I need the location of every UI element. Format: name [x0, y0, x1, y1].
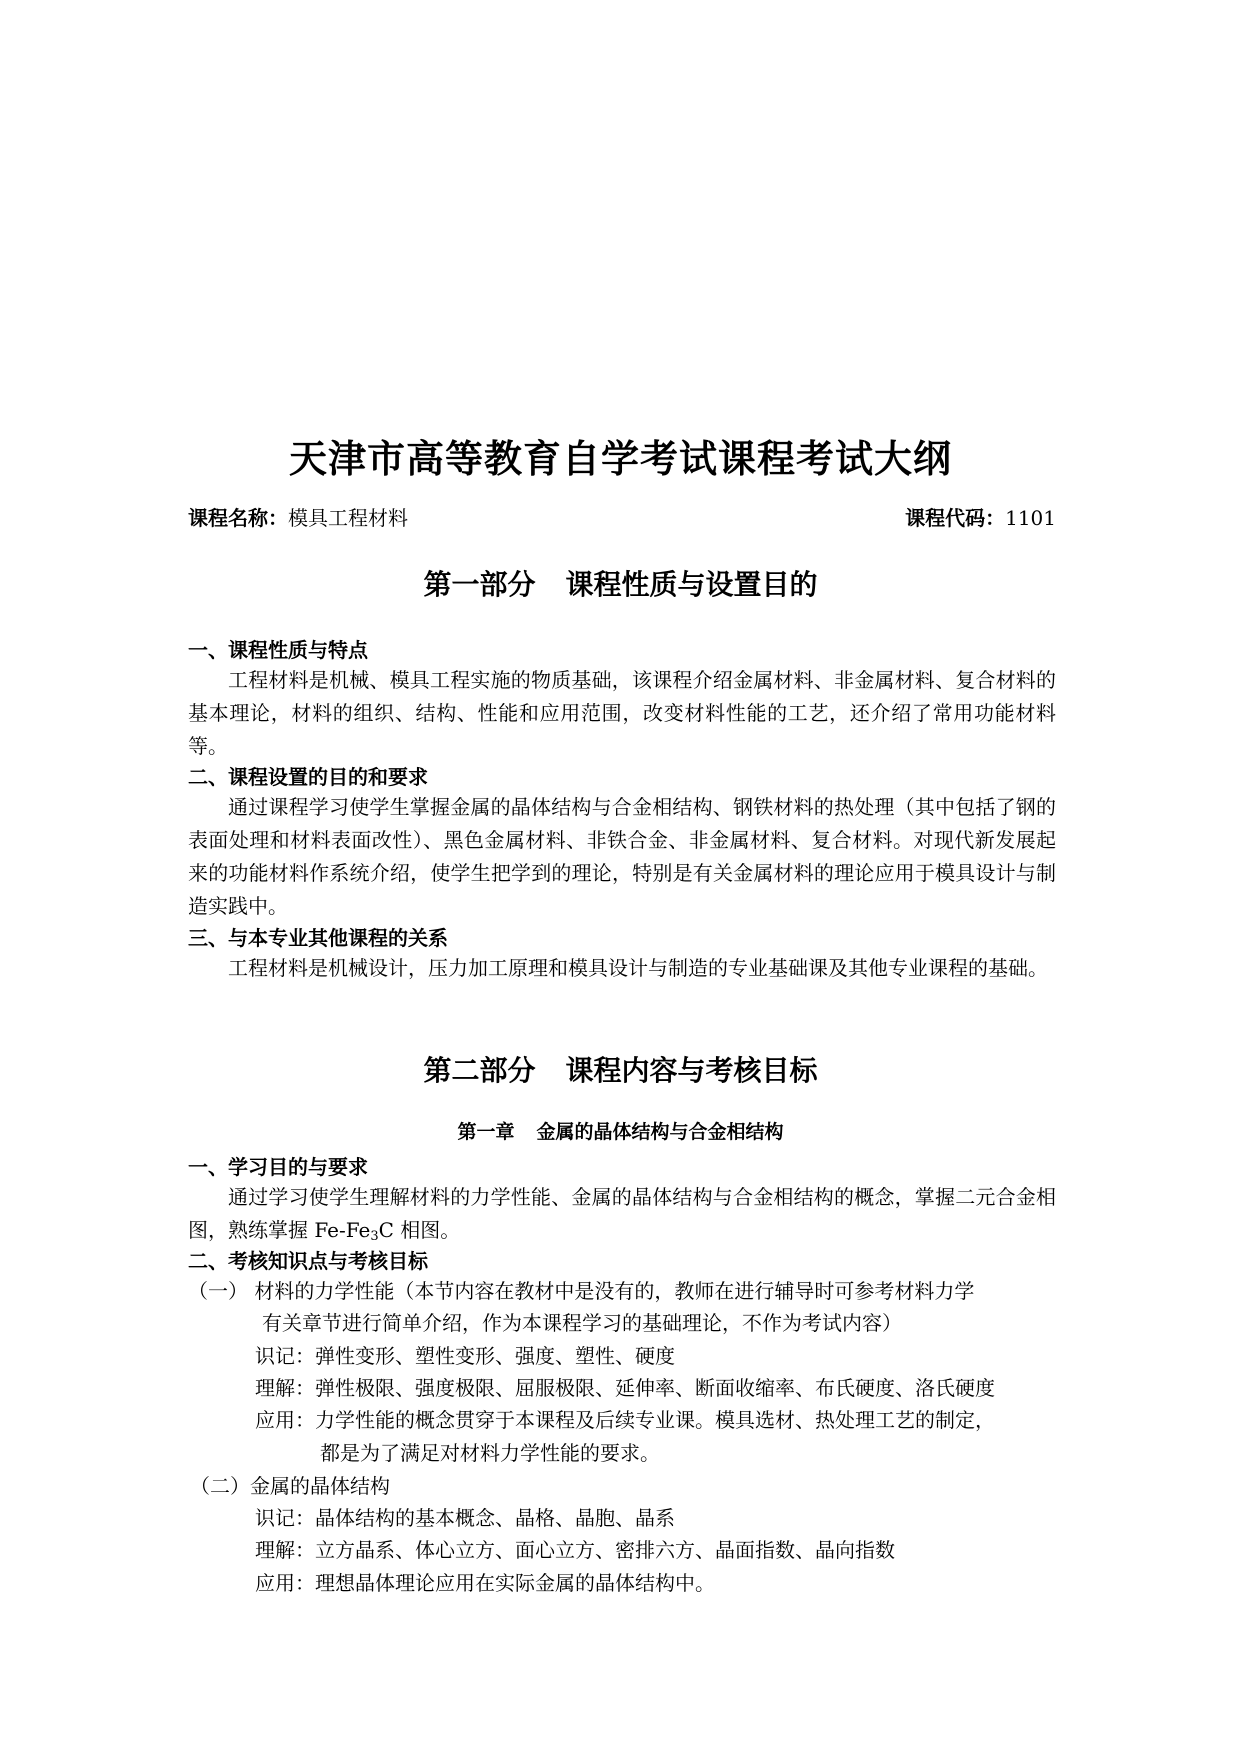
- part1-section1-heading: 一、课程性质与特点: [188, 638, 368, 662]
- part1-title: [0, 563, 1241, 603]
- chapter1-section1-text-a: 通过学习使学生理解材料的力学性能、金属的晶体结构与合金相结构的概念，掌握二元合金相图，熟练掌握 Fe-Fe: [188, 1185, 1056, 1242]
- item2-understand: 理解：立方晶系、体心立方、面心立方、密排六方、晶面指数、晶向指数: [255, 1538, 895, 1562]
- part1-section2-text: 通过课程学习使学生掌握金属的晶体结构与合金相结构、钢铁材料的热处理（其中包括了钢的表面处理和材料表面改性）、黑色金属材料、非铁合金、非金属材料、复合材料。对现代新发展起来的功能材料作系统介绍，使学生把学到的理论，特别是有关金属材料的理论应用于模具设计与制造实践中。: [188, 795, 1056, 918]
- item1-recall: 识记：弹性变形、塑性变形、强度、塑性、硬度: [255, 1344, 675, 1368]
- item1-understand: 理解：弹性极限、强度极限、屈服极限、延伸率、断面收缩率、布氏硬度、洛氏硬度: [255, 1376, 995, 1400]
- chapter1-section2-heading: 二、考核知识点与考核目标: [188, 1249, 428, 1273]
- item2-title: （二）金属的晶体结构: [190, 1474, 390, 1498]
- part2-title-text: 课程内容与考核目标: [565, 1054, 818, 1087]
- item2-apply: 应用：理想晶体理论应用在实际金属的晶体结构中。: [255, 1571, 715, 1595]
- course-name: [188, 502, 408, 531]
- item1-title-line2: 有关章节进行简单介绍，作为本课程学习的基础理论，不作为考试内容）: [262, 1311, 902, 1335]
- part2-title: [0, 1049, 1241, 1089]
- item2-recall: 识记：晶体结构的基本概念、晶格、晶胞、晶系: [255, 1506, 675, 1530]
- chapter1-section1-heading: 一、学习目的与要求: [188, 1155, 368, 1179]
- item1-title-line1: （一） 材料的力学性能（本节内容在教材中是没有的，教师在进行辅导时可参考材料力学: [188, 1279, 975, 1303]
- part1-number: 第一部分: [423, 568, 536, 601]
- course-name-label: 课程名称：: [188, 506, 288, 530]
- course-code-value: 1101: [1005, 506, 1056, 530]
- part1-section3-text: 工程材料是机械设计，压力加工原理和模具设计与制造的专业基础课及其他专业课程的基础。: [228, 956, 1048, 980]
- course-code-label: 课程代码：: [905, 506, 1006, 530]
- course-name-value: 模具工程材料: [288, 506, 408, 530]
- part1-section1-text: 工程材料是机械、模具工程实施的物质基础，该课程介绍金属材料、非金属材料、复合材料的基本理论，材料的组织、结构、性能和应用范围，改变材料性能的工艺，还介绍了常用功能材料等。: [188, 668, 1056, 758]
- part2-number: 第二部分: [423, 1054, 536, 1087]
- document-title: 天津市高等教育自学考试课程考试大纲: [288, 437, 952, 481]
- part1-section3-heading: 三、与本专业其他课程的关系: [188, 926, 448, 950]
- chapter1-section1-subscript: 3: [370, 1229, 379, 1244]
- chapter1-title: [0, 1117, 1241, 1144]
- item1-apply-line1: 应用：力学性能的概念贯穿于本课程及后续专业课。模具选材、热处理工艺的制定，: [255, 1408, 995, 1432]
- chapter1-section1-text: [188, 1181, 1056, 1253]
- part1-title-text: 课程性质与设置目的: [565, 568, 818, 601]
- part1-section2-heading: 二、课程设置的目的和要求: [188, 765, 428, 789]
- item1-apply-line2: 都是为了满足对材料力学性能的要求。: [320, 1441, 660, 1465]
- chapter1-title-text: 金属的晶体结构与合金相结构: [536, 1121, 784, 1143]
- chapter1-section1-text-b: C 相图。: [378, 1218, 461, 1242]
- course-code: [905, 502, 1056, 531]
- chapter1-number: 第一章: [457, 1121, 515, 1143]
